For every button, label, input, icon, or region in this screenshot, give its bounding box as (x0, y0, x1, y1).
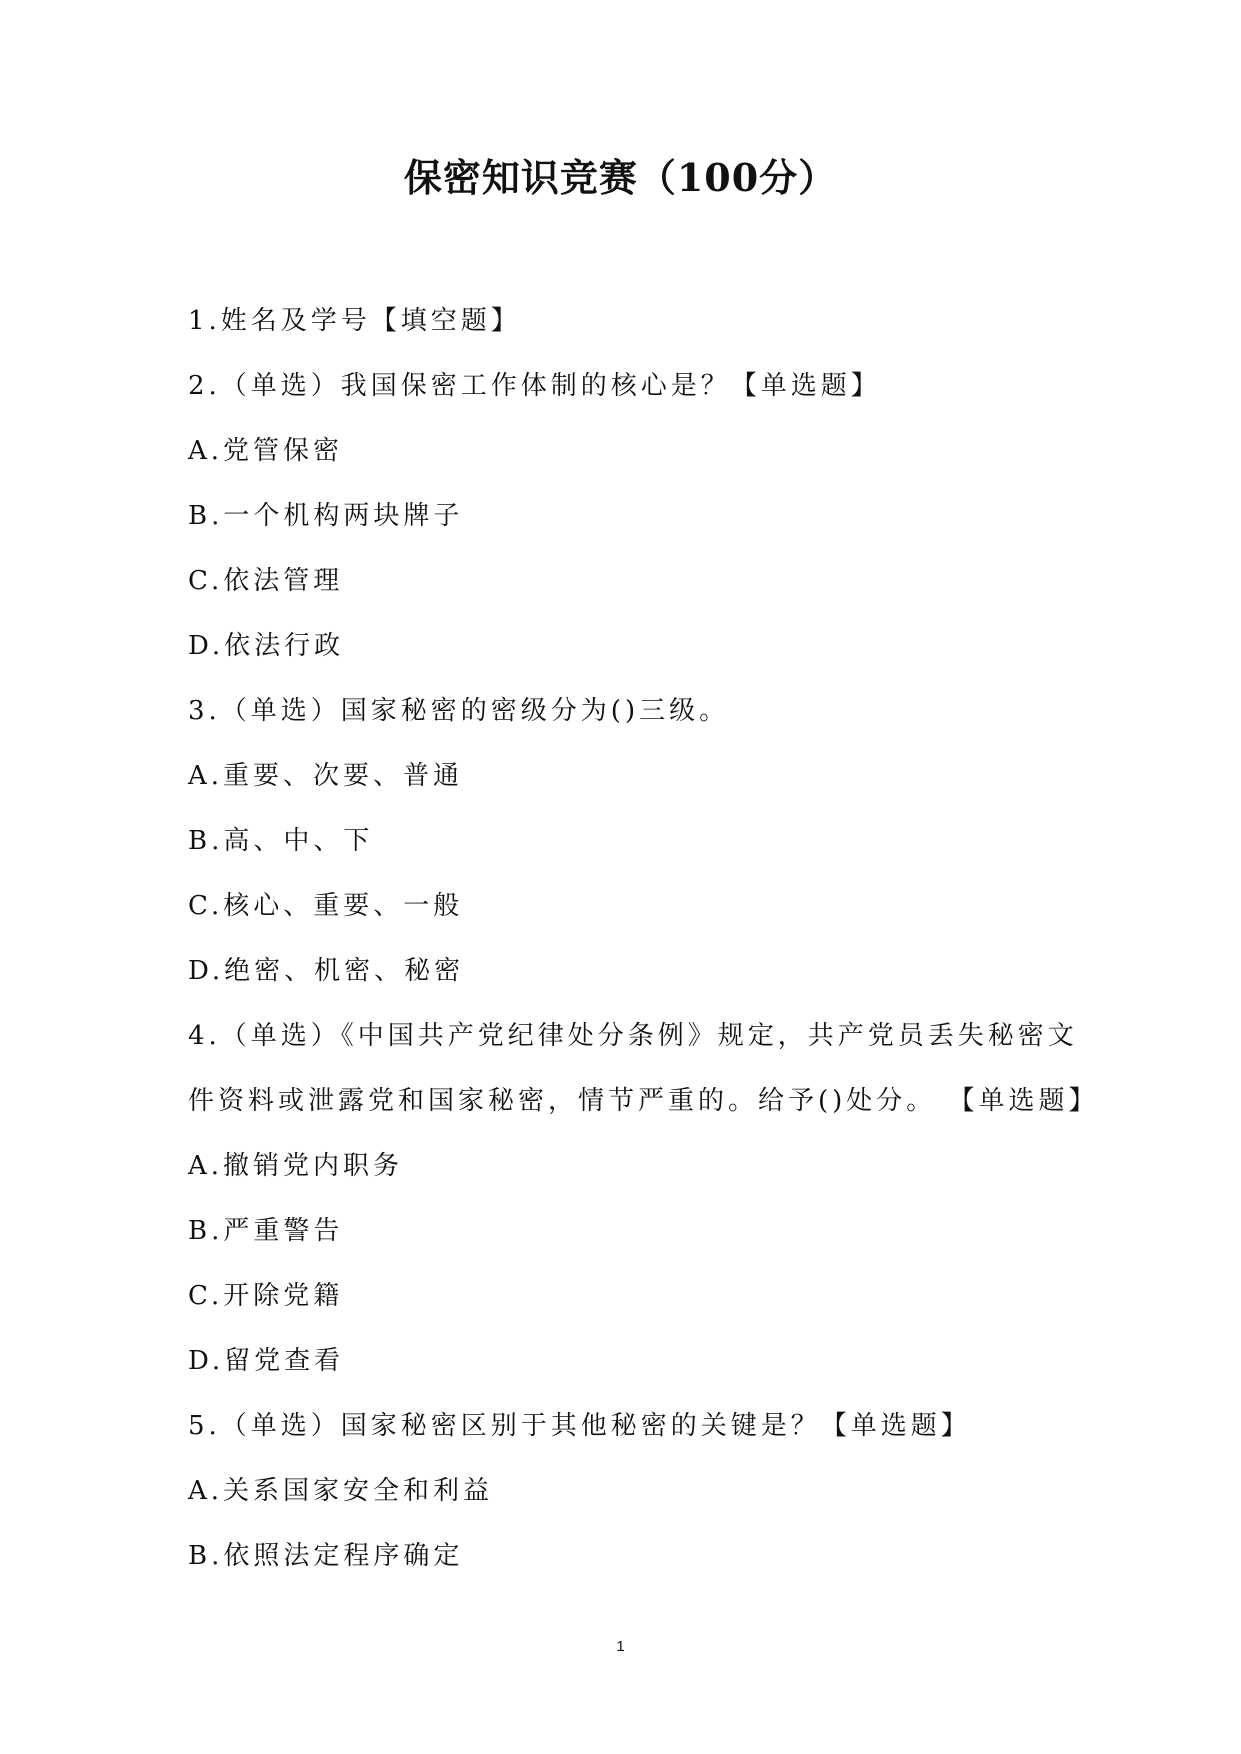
question-list (188, 303, 1099, 1603)
question-3-option-a: A.重要、次要、普通 (188, 761, 464, 791)
question-4-line-1: 4.（单选）《中国共产党纪律处分条例》规定，共产党员丢失秘密文 (188, 1021, 1078, 1051)
question-4-option-d: D.留党查看 (188, 1346, 345, 1376)
question-2-option-b: B.一个机构两块牌子 (188, 501, 464, 531)
question-2: 2.（单选）我国保密工作体制的核心是？【单选题】 (188, 371, 881, 401)
page-title: 保密知识竞赛（100分） (403, 155, 838, 200)
question-1: 1.姓名及学号【填空题】 (188, 306, 521, 336)
page-number: 1 (616, 1638, 625, 1655)
question-4-option-c: C.开除党籍 (188, 1281, 344, 1311)
question-3-option-b: B.高、中、下 (188, 826, 374, 856)
question-2-option-c: C.依法管理 (188, 566, 344, 596)
question-2-option-d: D.依法行政 (188, 631, 345, 661)
question-2-option-a: A.党管保密 (188, 436, 344, 466)
question-5: 5.（单选）国家秘密区别于其他秘密的关键是？【单选题】 (188, 1411, 971, 1441)
question-5-option-b: B.依照法定程序确定 (188, 1541, 464, 1571)
question-4-line-2: 件资料或泄露党和国家秘密，情节严重的。给予()处分。 【单选题】 (188, 1086, 1099, 1116)
question-3-option-d: D.绝密、机密、秘密 (188, 956, 465, 986)
question-4-option-b: B.严重警告 (188, 1216, 344, 1246)
question-3-option-c: C.核心、重要、一般 (188, 891, 464, 921)
question-3: 3.（单选）国家秘密的密级分为()三级。 (188, 696, 730, 726)
question-5-option-a: A.关系国家安全和利益 (188, 1476, 494, 1506)
question-4-option-a: A.撤销党内职务 (188, 1151, 404, 1181)
